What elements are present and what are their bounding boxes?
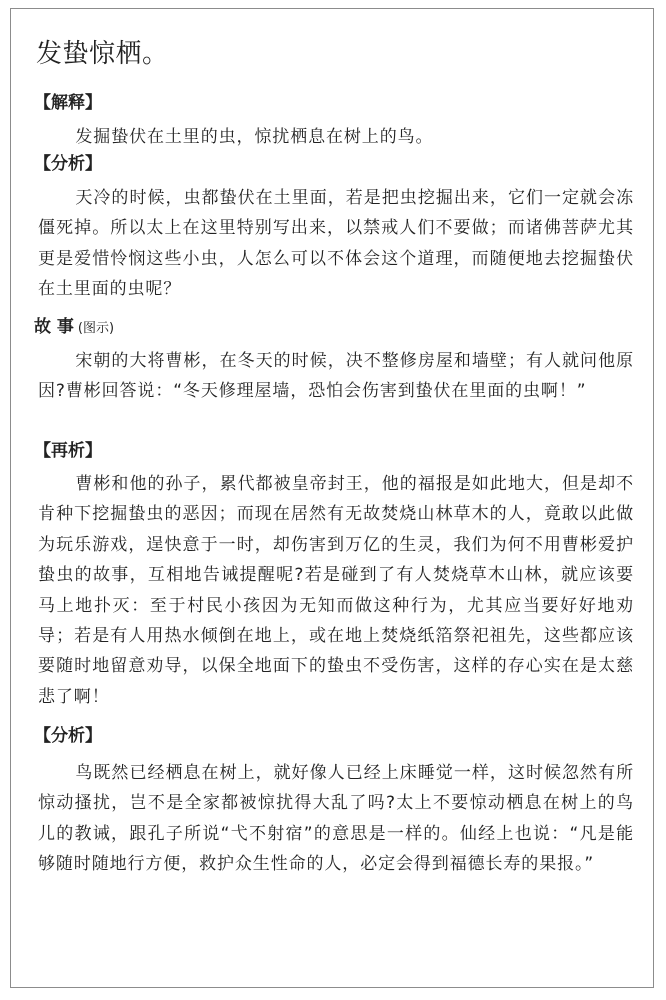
heading-analysis: 【分析】: [34, 154, 102, 174]
analysis-2-paragraph: 鸟既然已经栖息在树上，就好像人已经上床睡觉一样，这时候忽然有所惊动搔扰，岂不是全家都被惊扰得大乱了吗?太上不要惊动栖息在树上的鸟儿的教诫，跟孔子所说“弋不射宿”的意思是一样的。仙经上也说：“凡是能够随时随地行方便，救护众生性命的人，必定会得到福德长寿的果报。”: [38, 763, 634, 875]
analysis-paragraph: 天冷的时候，虫都蛰伏在土里面，若是把虫挖掘出来，它们一定就会冻僵死掉。所以太上在这里特别写出来，以禁戒人们不要做；而诸佛菩萨尤其更是爱惜怜悯这些小虫，人怎么可以不体会这个道理，而随便地去挖掘蛰伏在土里面的虫呢？: [38, 188, 634, 300]
heading-story-note: (图示): [77, 321, 115, 336]
heading-analysis-2: 【分析】: [34, 726, 102, 746]
reanalysis-paragraph: 曹彬和他的孙子，累代都被皇帝封王，他的福报是如此地大，但是却不肯种下挖掘蛰虫的恶因；而现在居然有无故焚烧山林草木的人，竟敢以此做为玩乐游戏，逞快意于一时，却伤害到万亿的生灵，我们为何不用曹彬爱护蛰虫的故事，互相地告诫提醒呢?若是碰到了有人焚烧草木山林，就应该要马上地扑灭：至于村民小孩因为无知而做这种行为，尤其应当要好好地劝导；若是有人用热水倾倒在地上，或在地上焚烧纸箔祭祀祖先，这些都应该要随时地留意劝导，以保全地面下的蛰虫不受伤害，这样的存心实在是太慈悲了啊！: [38, 474, 634, 707]
story-paragraph: 宋朝的大将曹彬，在冬天的时候，决不整修房屋和墙壁；有人就问他原因?曹彬回答说：“冬天修理屋墙，恐怕会伤害到蛰伏在里面的虫啊！”: [38, 351, 634, 402]
heading-story-label: 故 事: [34, 317, 74, 337]
explanation-paragraph: 发掘蛰伏在土里的虫，惊扰栖息在树上的鸟。: [75, 127, 434, 147]
heading-reanalysis: 【再析】: [34, 441, 102, 461]
page-title: 发蛰惊栖。: [36, 39, 169, 69]
heading-story: [34, 316, 114, 340]
heading-explanation: 【解释】: [34, 93, 102, 113]
